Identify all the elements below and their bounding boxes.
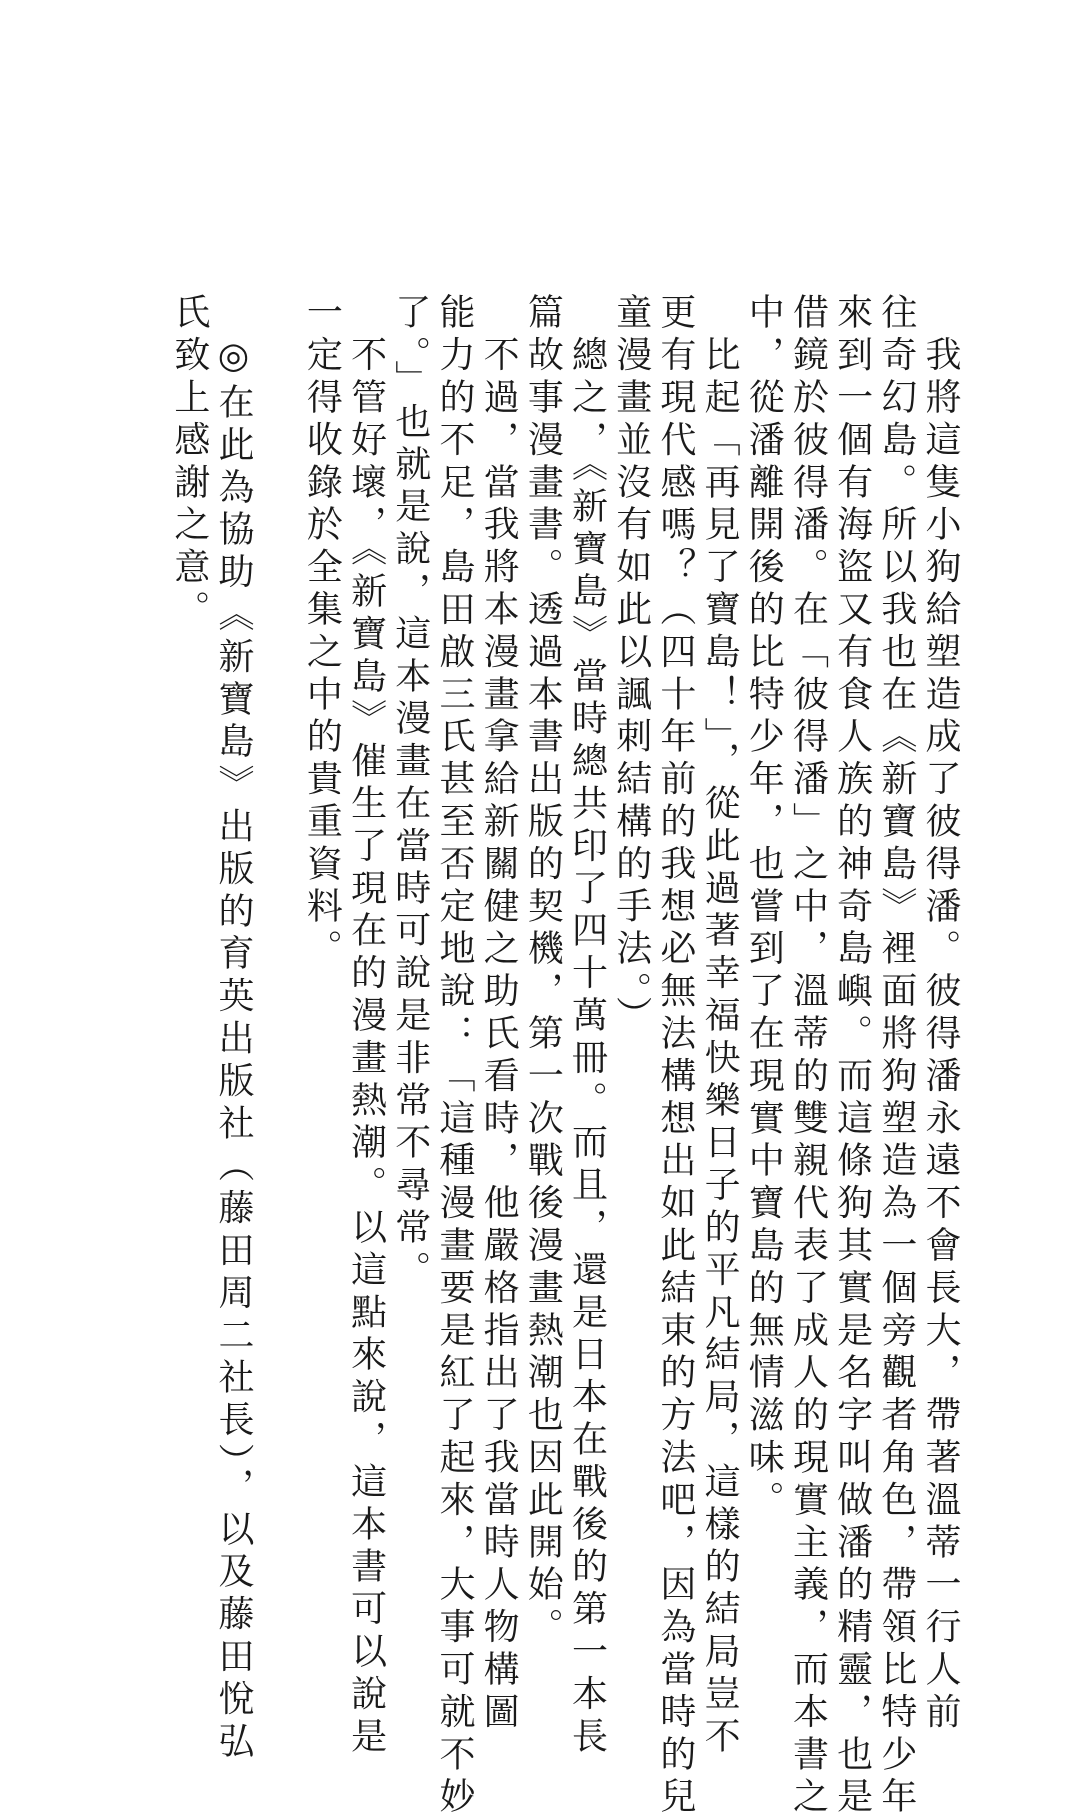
text-column-5: 中，從潘離開後的比特少年，也嘗到了在現實中寶島的無情滋味。 [743, 293, 785, 1523]
text-column-8: 童漫畫並沒有如此以諷刺結構的手法。） [610, 293, 652, 1039]
text-column-2: 往奇幻島。所以我也在《新寶島》裡面將狗塑造為一個旁觀者角色，帶領比特少年 [875, 293, 917, 1819]
text-column-13: 了。」也就是說，這本漫畫在當時可說是非常不尋常。 [389, 293, 431, 1293]
text-column-4: 借鏡於彼得潘。在「彼得潘」之中，溫蒂的雙親代表了成人的現實主義，而本書之 [787, 293, 829, 1819]
text-column-10: 篇故事漫畫書。透過本書出版的契機，第一次戰後漫畫熱潮也因此開始。 [522, 293, 564, 1650]
text-column-6: 比起「再見了寶島！」，從此過著幸福快樂日子的平凡結局，這樣的結局豈不 [699, 293, 741, 1759]
text-column-3: 來到一個有海盜又有食人族的神奇島嶼。而這條狗其實是名字叫做潘的精靈，也是 [831, 293, 873, 1819]
acknowledgement-column-2: 氏致上感謝之意。 [168, 293, 210, 633]
vertical-text-block [167, 293, 962, 1819]
blank-column [255, 293, 299, 1323]
text-column-12: 能力的不足，島田啟三氏甚至否定地說：「這種漫畫要是紅了起來，大事可就不妙 [433, 293, 475, 1819]
text-column-9: 總之，《新寶島》當時總共印了四十萬冊。而且，還是日本在戰後的第一本長 [566, 293, 608, 1759]
text-column-14: 不管好壞，《新寶島》催生了現在的漫畫熱潮。以這點來說，這本書可以說是 [345, 293, 387, 1759]
text-column-7: 更有現代感嗎？（四十年前的我想必無法構想出如此結束的方法吧，因為當時的兒 [654, 293, 696, 1819]
text-column-1: 我將這隻小狗給塑造成了彼得潘。彼得潘永遠不會長大，帶著溫蒂一行人前 [920, 293, 961, 1735]
text-column-15: 一定得收錄於全集之中的貴重資料。 [301, 293, 343, 972]
text-column-11: 不過，當我將本漫畫拿給新關健之助氏看時，他嚴格指出了我當時人物構圖 [478, 293, 520, 1735]
acknowledgement-column-1: ◎在此為協助《新寶島》出版的育英出版社（藤田周二社長），以及藤田悅弘 [213, 293, 254, 1764]
